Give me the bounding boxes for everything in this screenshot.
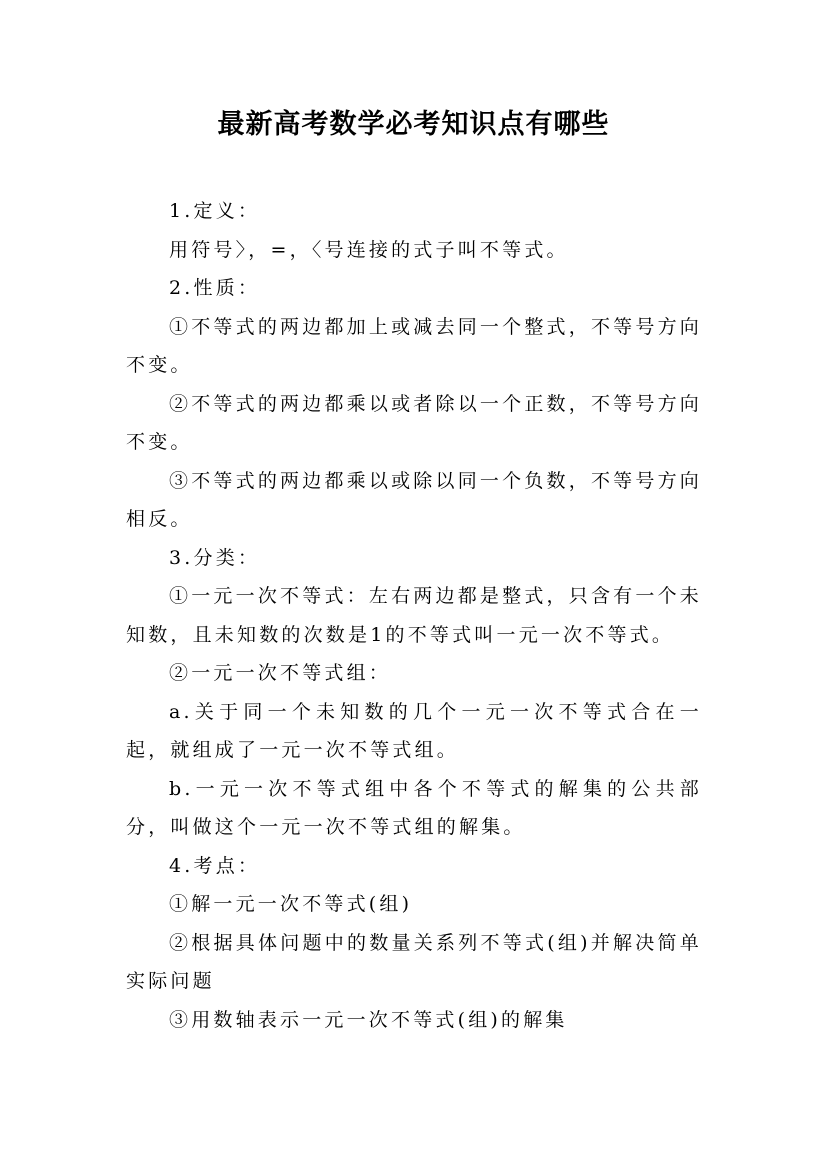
section-heading-exam-points: 4.考点： [169, 854, 261, 877]
property-item-2: ②不等式的两边都乘以或者除以一个正数，不等号方向不变。 [126, 392, 702, 453]
classification-subitem-b: b.一元一次不等式组中各个不等式的解集的公共部分，叫做这个一元一次不等式组的解集。 [126, 777, 702, 838]
document-body [126, 192, 702, 1039]
classification-item-2: ②一元一次不等式组： [169, 662, 392, 684]
section-heading-properties: 2.性质： [169, 277, 261, 299]
exam-point-item-1: ①解一元一次不等式(组) [169, 893, 413, 915]
definition-text: 用符号〉，=，〈号连接的式子叫不等式。 [169, 238, 569, 261]
exam-point-item-2: ②根据具体问题中的数量关系列不等式(组)并解决简单实际问题 [126, 931, 702, 992]
section-heading-classification: 3.分类： [169, 546, 261, 569]
document-title: 最新高考数学必考知识点有哪些 [217, 109, 610, 140]
exam-point-item-3: ③用数轴表示一元一次不等式(组)的解集 [169, 1008, 568, 1031]
classification-item-1: ①一元一次不等式：左右两边都是整式，只含有一个未知数，且未知数的次数是1的不等式叫一元一次不等式。 [126, 585, 702, 646]
section-heading-definition: 1.定义： [169, 200, 261, 222]
property-item-1: ①不等式的两边都加上或减去同一个整式，不等号方向不变。 [126, 315, 702, 376]
classification-subitem-a: a.关于同一个未知数的几个一元一次不等式合在一起，就组成了一元一次不等式组。 [126, 700, 702, 761]
property-item-3: ③不等式的两边都乘以或除以同一个负数，不等号方向相反。 [126, 469, 702, 530]
